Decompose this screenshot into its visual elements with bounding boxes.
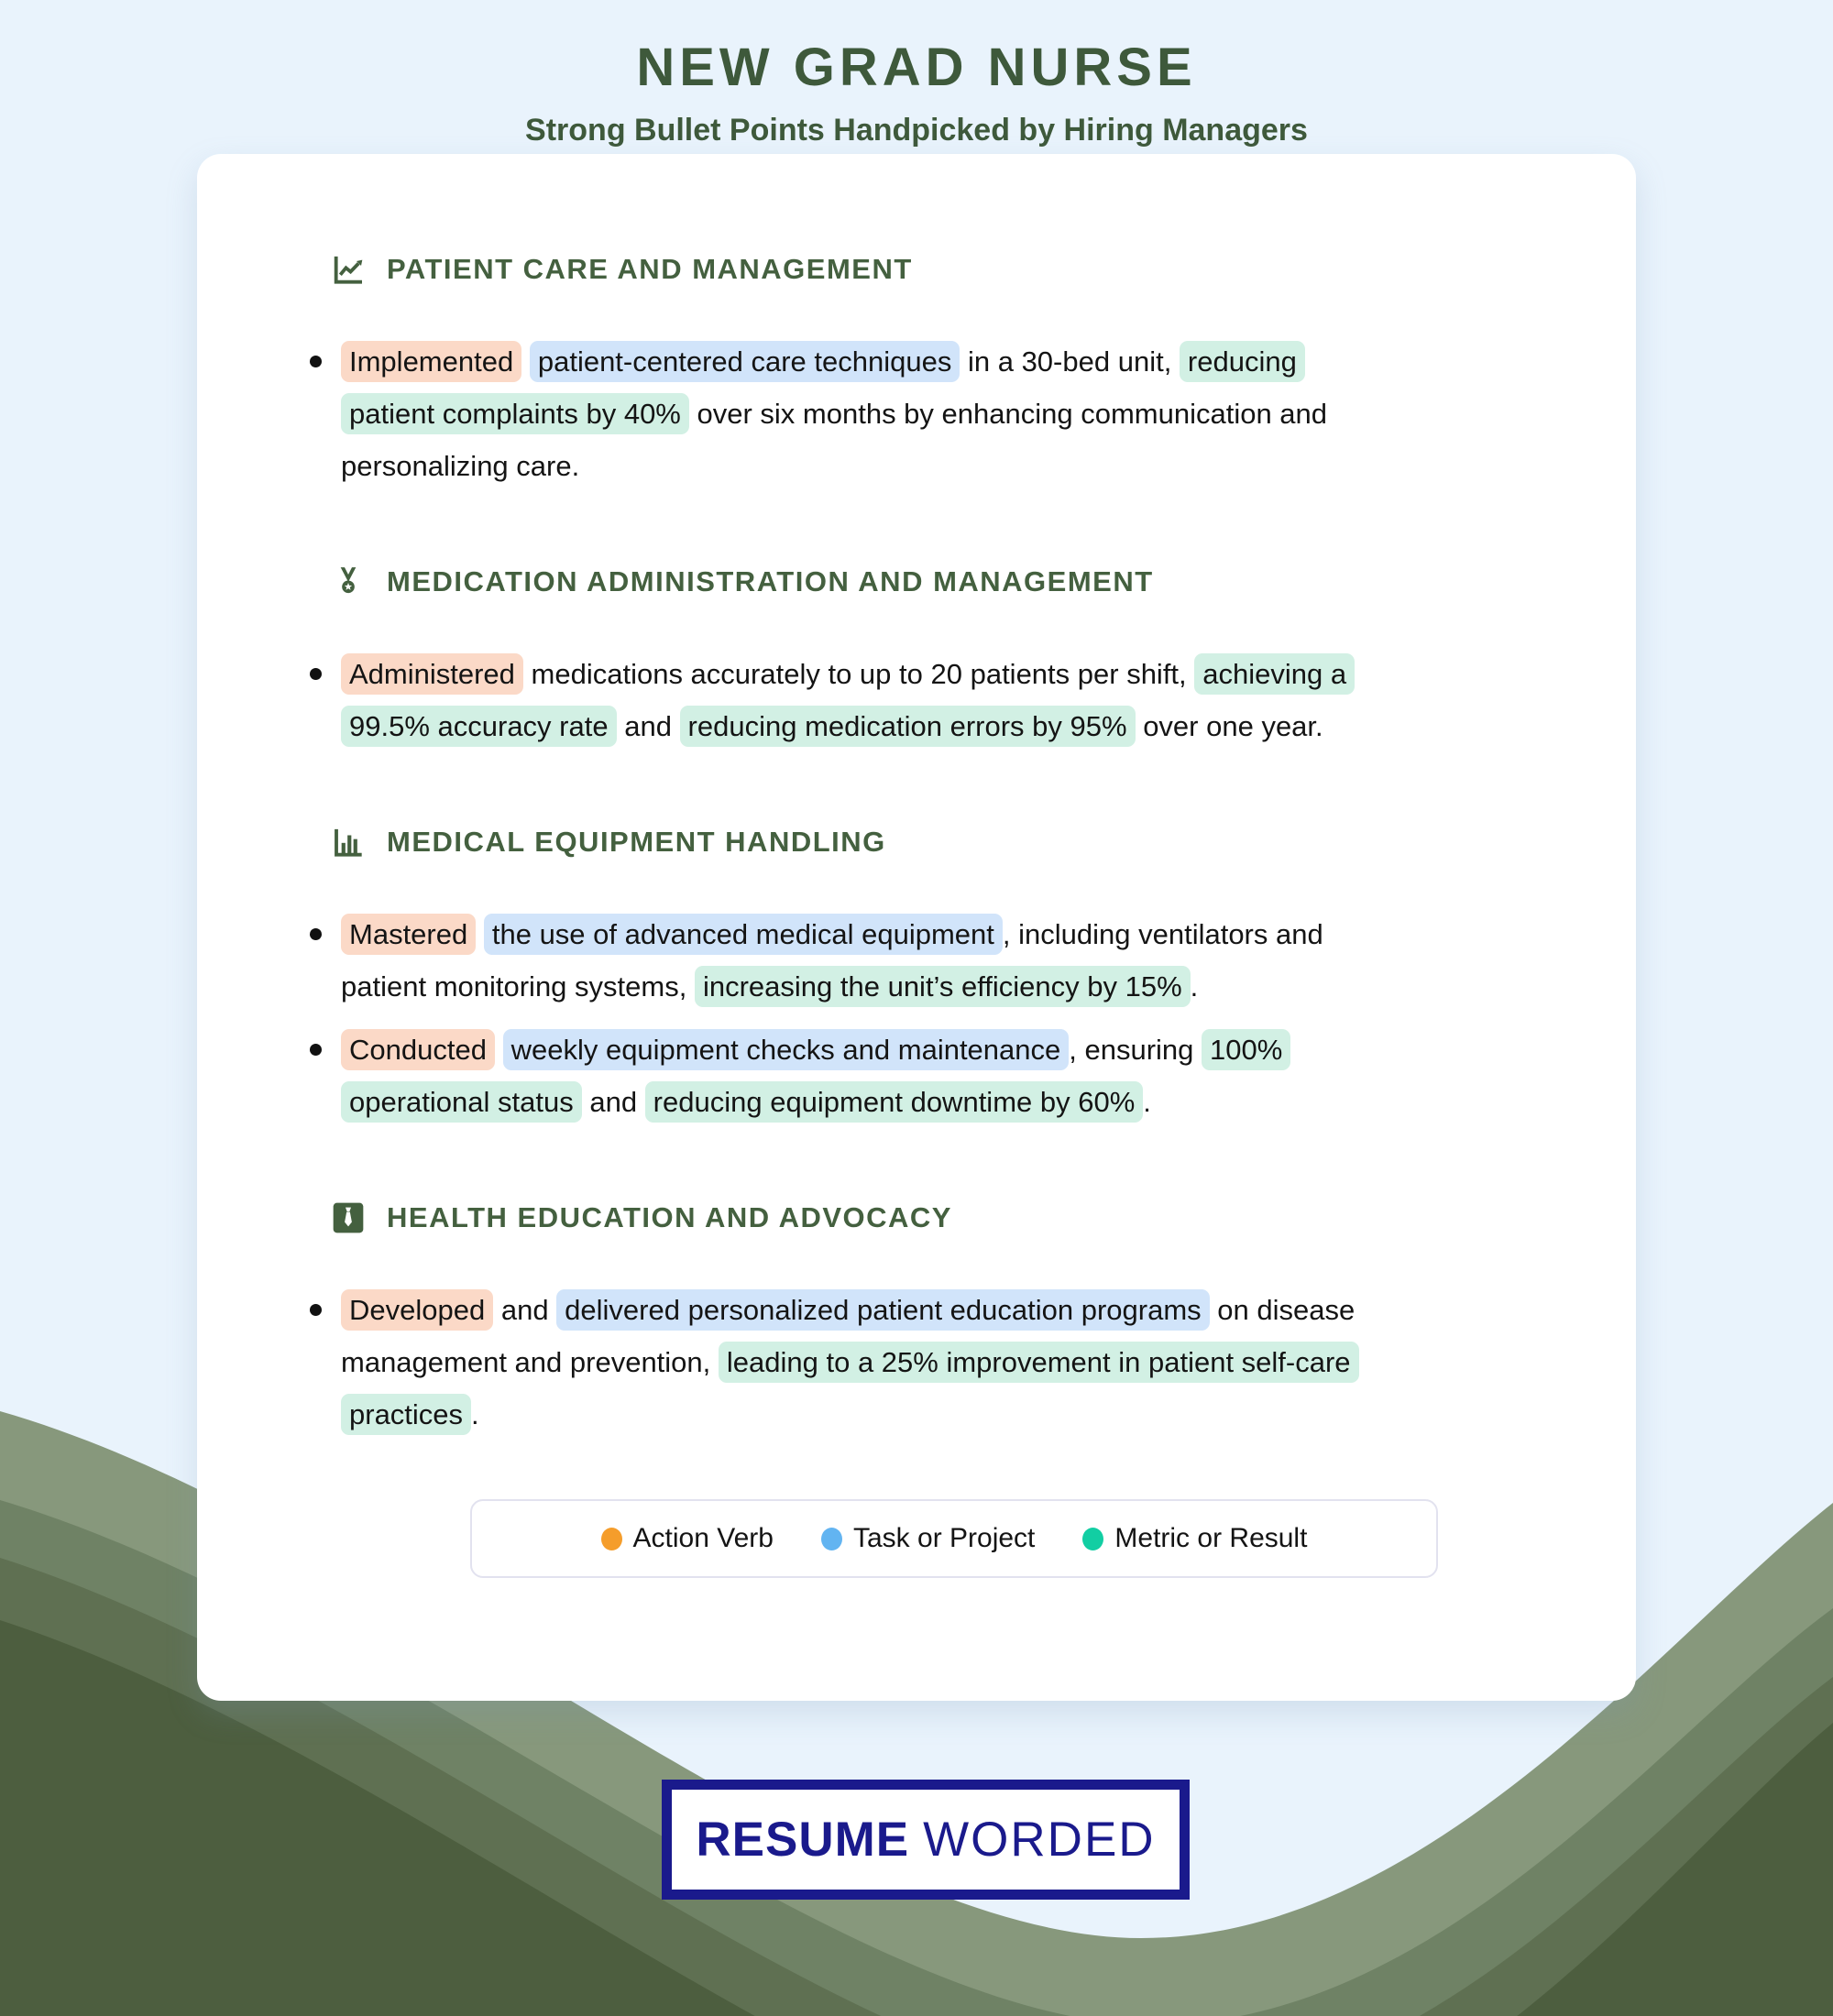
legend-item [601, 1523, 774, 1554]
medal-icon [330, 564, 367, 600]
bar-chart-icon [330, 824, 367, 860]
section [197, 564, 1636, 752]
sections-container [197, 251, 1636, 1441]
legend-label: Metric or Result [1114, 1523, 1308, 1553]
bullet-text: over one year. [1135, 710, 1323, 742]
legend-dot-icon [821, 1528, 842, 1550]
bullet-text [476, 918, 484, 950]
highlight-verb: Developed [341, 1289, 493, 1331]
section [197, 824, 1636, 1128]
highlight-legend [470, 1499, 1438, 1578]
bullet-text: over six months by enhancing communication and personalizing care. [341, 398, 1328, 482]
bullet-text: . [1190, 970, 1199, 1003]
line-chart-icon [330, 251, 367, 288]
section-header [330, 564, 1636, 600]
bullet-point [310, 648, 1364, 752]
page-title: NEW GRAD NURSE [636, 38, 1197, 97]
resume-worded-logo [662, 1780, 1190, 1900]
bullet-text: . [1143, 1086, 1151, 1118]
highlight-metric: reducing medication errors by 95% [680, 706, 1136, 747]
logo-text-bold: RESUME [696, 1813, 910, 1867]
bullet-text: , including ventilators and patient monitoring systems, [341, 918, 1323, 1003]
section-heading: HEALTH EDUCATION AND ADVOCACY [387, 1201, 952, 1233]
highlight-verb: Implemented [341, 341, 521, 382]
bullet-text: and [616, 710, 680, 742]
header [0, 0, 1833, 148]
section-header [330, 1200, 1636, 1236]
legend-dot-icon [1082, 1528, 1103, 1550]
logo-text-regular: WORDED [923, 1813, 1156, 1867]
highlight-metric: 100% operational status [341, 1029, 1290, 1123]
bullet-list [310, 648, 1636, 752]
bullet-text: and [581, 1086, 645, 1118]
highlight-task: delivered personalized patient education programs [556, 1289, 1210, 1331]
bullet-text: . [471, 1398, 479, 1430]
highlight-task: patient-centered care techniques [530, 341, 960, 382]
legend-label: Action Verb [632, 1523, 774, 1553]
legend-item [1082, 1523, 1307, 1554]
bullet-point [310, 908, 1364, 1013]
highlight-metric: reducing patient complaints by 40% [341, 341, 1305, 434]
bullet-list [310, 1284, 1636, 1441]
section-header [330, 251, 1636, 288]
highlight-metric: increasing the unit’s efficiency by 15% [695, 966, 1191, 1007]
page-subtitle: Strong Bullet Points Handpicked by Hiring Managers [525, 113, 1308, 148]
highlight-verb: Mastered [341, 914, 476, 955]
section-header [330, 824, 1636, 860]
section-heading: MEDICAL EQUIPMENT HANDLING [387, 826, 886, 858]
bullet-text [521, 345, 530, 378]
bullet-text: on disease management and prevention, [341, 1294, 1356, 1378]
content-card [197, 154, 1636, 1701]
legend-label: Task or Project [852, 1523, 1036, 1553]
bullet-text: , ensuring [1069, 1034, 1202, 1066]
bullet-list [310, 335, 1636, 492]
tie-icon [330, 1200, 367, 1236]
section-heading: PATIENT CARE AND MANAGEMENT [387, 253, 913, 285]
bullet-text: in a 30-bed unit, [960, 345, 1180, 378]
bullet-text [495, 1034, 503, 1066]
highlight-metric: reducing equipment downtime by 60% [645, 1081, 1144, 1123]
highlight-task: the use of advanced medical equipment [484, 914, 1003, 955]
bullet-point [310, 335, 1364, 492]
legend-item [821, 1523, 1035, 1554]
section [197, 1200, 1636, 1441]
bullet-point [310, 1284, 1364, 1441]
legend-dot-icon [601, 1528, 622, 1550]
bullet-text: medications accurately to up to 20 patients per shift, [522, 658, 1195, 690]
highlight-metric: leading to a 25% improvement in patient self-care practices [341, 1342, 1359, 1435]
highlight-verb: Administered [341, 653, 523, 695]
section-heading: MEDICATION ADMINISTRATION AND MANAGEMENT [387, 565, 1154, 597]
highlight-metric: achieving a 99.5% accuracy rate [341, 653, 1355, 747]
bullet-list [310, 908, 1636, 1128]
bullet-text: and [493, 1294, 557, 1326]
section [197, 251, 1636, 492]
highlight-task: weekly equipment checks and maintenance [503, 1029, 1070, 1070]
highlight-verb: Conducted [341, 1029, 495, 1070]
bullet-point [310, 1024, 1364, 1128]
